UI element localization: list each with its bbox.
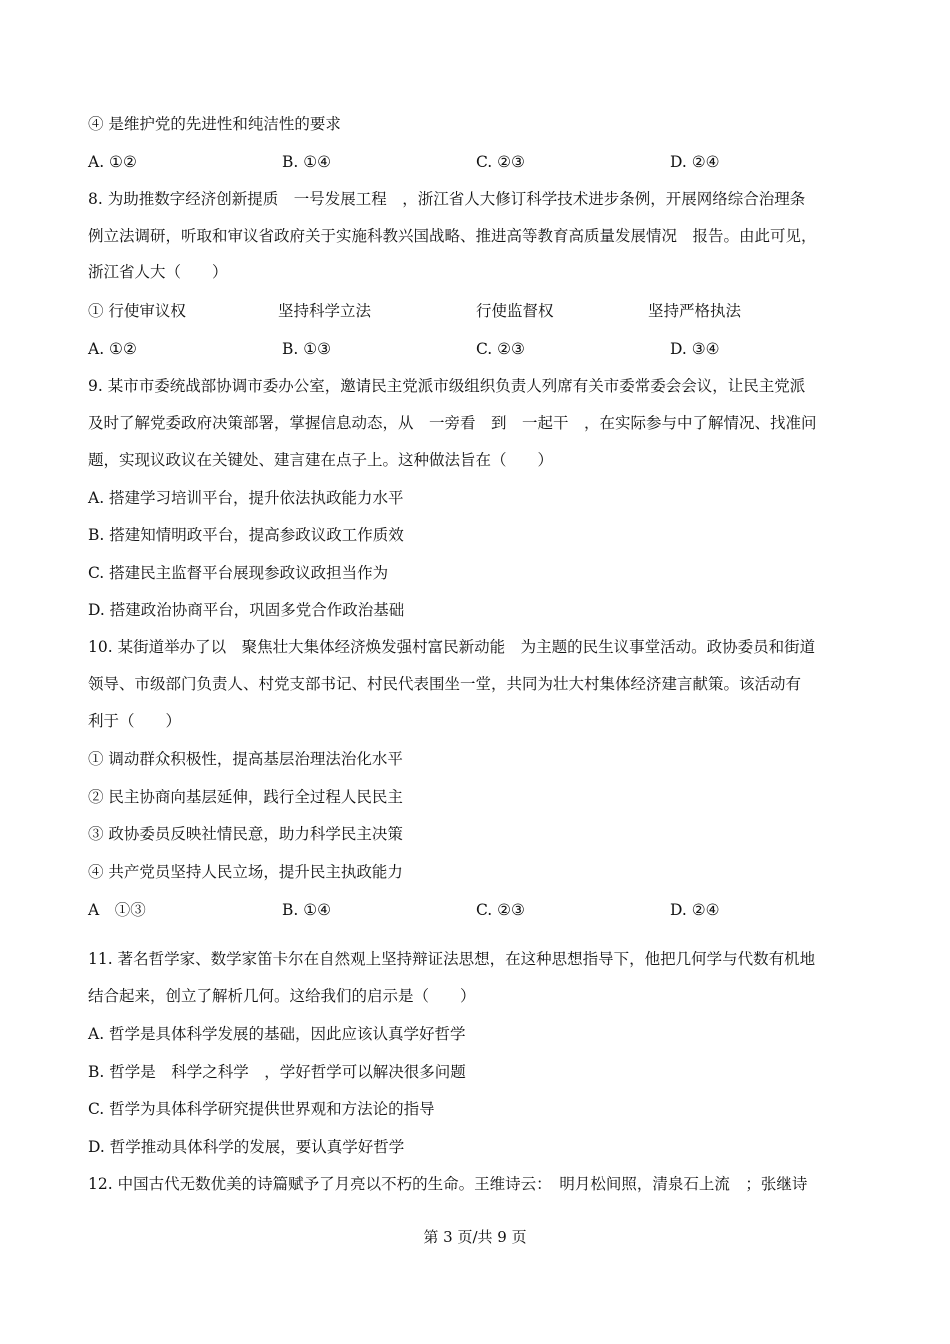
q10-option-b: B. ①④ [282,901,332,919]
q9-stem-line-2: 及时了解党委政府决策部署，掌握信息动态，从 一旁看 到 一起干 ，在实际参与中了解情况、找准问 [88,414,817,432]
q10-option-c: C. ②③ [476,901,525,919]
page-footer: 第 3 页/共 9 页 [423,1228,527,1246]
q11-choice-d: D. 哲学推动具体科学的发展，要认真学好哲学 [88,1138,405,1156]
q10-option-a: A ①③ [88,901,146,919]
q9-stem-line-1: 9. 某市市委统战部协调市委办公室，邀请民主党派市级组织负责人列席有关市委常委会会议，让民主党派 [88,377,806,395]
q9-choice-d: D. 搭建政治协商平台，巩固多党合作政治基础 [88,601,405,619]
q10-stem-line-2: 领导、市级部门负责人、村党支部书记、村民代表围坐一堂，共同为壮大村集体经济建言献策。该活动有 [88,675,802,693]
q8-statement-4: 坚持严格执法 [648,302,742,320]
q8-option-b: B. ①③ [282,340,332,358]
q8-stem-line-3: 浙江省人大（ ） [88,263,228,281]
q11-stem-line-1: 11. 著名哲学家、数学家笛卡尔在自然观上坚持辩证法思想，在这种思想指导下，他把几何学与代数有机地 [88,950,816,968]
q11-choice-c: C. 哲学为具体科学研究提供世界观和方法论的指导 [88,1100,435,1118]
q9-choice-a: A. 搭建学习培训平台，提升依法执政能力水平 [88,489,404,507]
q8-option-a: A. ①② [88,340,137,358]
q10-stem-line-3: 利于（ ） [88,712,182,730]
q9-stem-line-3: 题，实现议政议在关键处、建言建在点子上。这种做法旨在（ ） [88,451,554,469]
q10-statement-4: ④ 共产党员坚持人民立场，提升民主执政能力 [88,863,403,881]
q10-stem-line-1: 10. 某街道举办了以 聚焦壮大集体经济焕发强村富民新动能 为主题的民生议事堂活动。政协委员和街道 [88,638,816,656]
q12-stem-line-1: 12. 中国古代无数优美的诗篇赋予了月亮以不朽的生命。王维诗云： 明月松间照，清泉石上流 ；张继诗 [88,1175,808,1193]
q11-choice-a: A. 哲学是具体科学发展的基础，因此应该认真学好哲学 [88,1025,466,1043]
q8-stem-line-2: 例立法调研，听取和审议省政府关于实施科教兴国战略、推进高等教育高质量发展情况 报告。由此可见， [88,227,817,245]
q8-stem-line-1: 8. 为助推数字经济创新提质 一号发展工程 ，浙江省人大修订科学技术进步条例，开展网络综合治理条 [88,190,806,208]
q10-statement-1: ① 调动群众积极性，提高基层治理法治化水平 [88,750,403,768]
q8-statement-3: 行使监督权 [476,302,554,320]
q7-statement-4: ④ 是维护党的先进性和纯洁性的要求 [88,115,341,133]
q11-stem-line-2: 结合起来，创立了解析几何。这给我们的启示是（ ） [88,987,476,1005]
q7-option-b: B. ①④ [282,153,332,171]
q7-option-c: C. ②③ [476,153,525,171]
q8-statement-2: 坚持科学立法 [278,302,372,320]
q8-option-d: D. ③④ [670,340,720,358]
q9-choice-c: C. 搭建民主监督平台展现参政议政担当作为 [88,564,389,582]
q8-option-c: C. ②③ [476,340,525,358]
q7-option-a: A. ①② [88,153,137,171]
q10-statement-2: ② 民主协商向基层延伸，践行全过程人民民主 [88,788,403,806]
q10-option-d: D. ②④ [670,901,720,919]
q9-choice-b: B. 搭建知情明政平台，提高参政议政工作质效 [88,526,404,544]
q8-statement-1: ① 行使审议权 [88,302,186,320]
q10-statement-3: ③ 政协委员反映社情民意，助力科学民主决策 [88,825,403,843]
q11-choice-b: B. 哲学是 科学之科学 ，学好哲学可以解决很多问题 [88,1063,466,1081]
q7-option-d: D. ②④ [670,153,720,171]
